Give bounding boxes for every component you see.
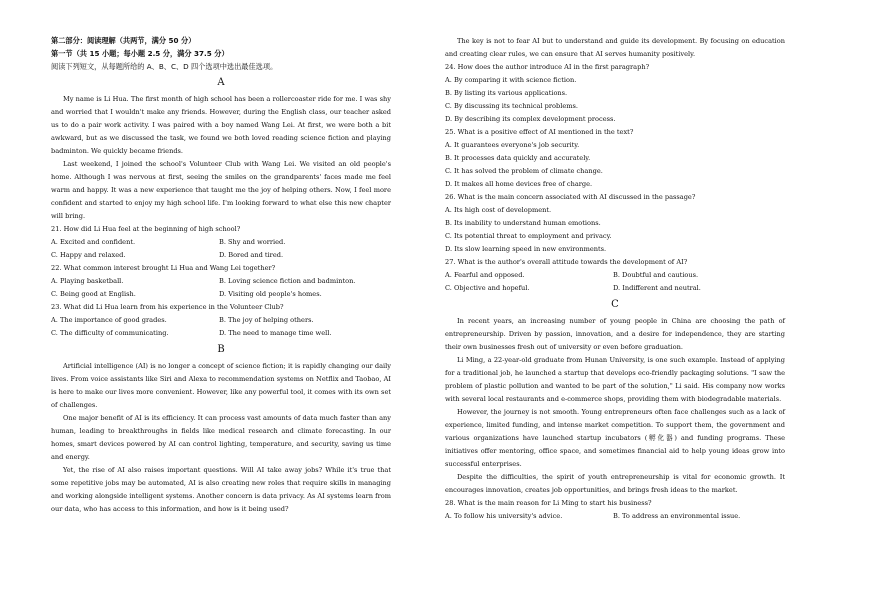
question-27-options xyxy=(445,282,785,295)
option-c: C. Being good at English. xyxy=(51,290,136,298)
question-23-stem: 23. What did Li Hua learn from his experience in the Volunteer Club? xyxy=(51,303,284,311)
option-d: D. The need to manage time well. xyxy=(219,329,332,337)
part-title: 第二部分：阅读理解（共两节，满分 50 分） xyxy=(51,36,196,45)
passage-a-label: A xyxy=(217,77,225,88)
passage-a-paragraph: Last weekend, I joined the school's Volunteer Club with Wang Lei. We visited an old people's home. Although I was nervous at first, seeing the smiles on the grandparents' faces made me feel warm and happy. It was a new experience that taught me the joy of helping others. Now, I feel more confident and started to enjoy my high school life. I'm looking forward to what else this new chapter will bring. xyxy=(51,160,391,220)
passage-a-paragraph: My name is Li Hua. The first month of high school has been a rollercoaster ride for me. I was shy and worried that I wouldn't make any friends. However, during the English class, our teacher asked us to do a pair work activity. I was paired with a boy named Wang Lei. At first, we were both a bit awkward, but as we discussed the task, we found we both loved reading science fiction and playing badminton. We quickly became friends. xyxy=(51,95,391,155)
passage-c-paragraph: Li Ming, a 22-year-old graduate from Hunan University, is one such example. Instead of applying for a traditional job, he launched a startup that develops eco-friendly packaging solutions. "I saw the problem of plastic pollution and wanted to be part of the solution," Li said. His company now works with several local restaurants and e-commerce shops, providing them with biodegradable materials. xyxy=(445,356,785,403)
passage-b-paragraph: The key is not to fear AI but to understand and guide its development. By focusing on education and creating clear rules, we can ensure that AI serves humanity positively. xyxy=(445,37,785,58)
option-b: B. Loving science fiction and badminton. xyxy=(219,277,356,285)
option-a: A. Excited and confident. xyxy=(51,238,136,246)
question-23-options xyxy=(51,327,391,340)
passage-b-paragraph: Artificial intelligence (AI) is no longer a concept of science fiction; it is rapidly changing our daily lives. From voice assistants like Siri and Alexa to recommendation systems on Netflix and Taobao, AI is here to make our lives more convenient. However, like any powerful tool, it comes with its own set of challenges. xyxy=(51,362,391,409)
option-b: B. Its inability to understand human emotions. xyxy=(445,219,601,227)
option-a: A. The importance of good grades. xyxy=(51,316,167,324)
option-a: A. Its high cost of development. xyxy=(445,206,552,214)
option-d: D. Its slow learning speed in new environments. xyxy=(445,245,607,253)
option-c: C. It has solved the problem of climate change. xyxy=(445,167,603,175)
question-28-options xyxy=(445,510,785,523)
option-c: C. Objective and hopeful. xyxy=(445,284,530,292)
right-column xyxy=(445,35,785,523)
question-21-options xyxy=(51,236,391,249)
passage-b-paragraph: One major benefit of AI is its efficiency. It can process vast amounts of data much faster than any human, leading to breakthroughs in fields like medical research and climate forecasting. In our homes, smart devices powered by AI can control lighting, temperature, and security, saving us time and energy. xyxy=(51,414,391,461)
option-a: A. By comparing it with science fiction. xyxy=(445,76,577,84)
option-a: A. Playing basketball. xyxy=(51,277,124,285)
option-c: C. By discussing its technical problems. xyxy=(445,102,578,110)
option-b: B. The joy of helping others. xyxy=(219,316,314,324)
option-b: B. Shy and worried. xyxy=(219,238,286,246)
option-d: D. It makes all home devices free of charge. xyxy=(445,180,593,188)
option-d: D. Bored and tired. xyxy=(219,251,284,259)
option-a: A. Fearful and opposed. xyxy=(445,271,525,279)
option-b: B. Doubtful and cautious. xyxy=(613,271,699,279)
option-d: D. By describing its complex development process. xyxy=(445,115,616,123)
question-21-stem: 21. How did Li Hua feel at the beginning of high school? xyxy=(51,225,241,233)
question-22-options xyxy=(51,288,391,301)
passage-c-paragraph: However, the journey is not smooth. Young entrepreneurs often face challenges such as a lack of experience, limited funding, and intense market competition. To support them, the government and various organizations have launched startup incubators (孵化器) and funding programs. These initiatives offer mentoring, office space, and sometimes financial aid to help young ideas grow into successful enterprises. xyxy=(445,408,785,468)
passage-c-paragraph: Despite the difficulties, the spirit of youth entrepreneurship is vital for economic growth. It encourages innovation, creates job opportunities, and brings fresh ideas to the market. xyxy=(445,473,785,494)
question-28-stem: 28. What is the main reason for Li Ming to start his business? xyxy=(445,499,652,507)
option-d: D. Visiting old people's homes. xyxy=(219,290,322,298)
left-column xyxy=(51,34,391,516)
question-22-options xyxy=(51,275,391,288)
question-27-stem: 27. What is the author's overall attitude towards the development of AI? xyxy=(445,258,688,266)
option-c: C. Its potential threat to employment and privacy. xyxy=(445,232,612,240)
question-25-stem: 25. What is a positive effect of AI mentioned in the text? xyxy=(445,128,634,136)
option-b: B. To address an environmental issue. xyxy=(613,512,741,520)
question-23-options xyxy=(51,314,391,327)
option-a: A. To follow his university's advice. xyxy=(445,512,563,520)
question-22-stem: 22. What common interest brought Li Hua and Wang Lei together? xyxy=(51,264,276,272)
option-d: D. Indifferent and neutral. xyxy=(613,284,701,292)
option-b: B. It processes data quickly and accurately. xyxy=(445,154,591,162)
passage-c-paragraph: In recent years, an increasing number of young people in China are choosing the path of entrepreneurship. Driven by passion, innovation, and a desire for independence, they are starting their own businesses fresh out of university or even before graduation. xyxy=(445,317,785,351)
option-b: B. By listing its various applications. xyxy=(445,89,568,97)
option-c: C. The difficulty of communicating. xyxy=(51,329,169,337)
passage-c-label: C xyxy=(611,299,619,310)
question-27-options xyxy=(445,269,785,282)
question-26-stem: 26. What is the main concern associated with AI discussed in the passage? xyxy=(445,193,696,201)
passage-b-paragraph: Yet, the rise of AI also raises important questions. Will AI take away jobs? While it's true that some repetitive jobs may be automated, AI is also creating new roles that require skills in managing and working alongside intelligent systems. Another concern is data privacy. As AI systems learn from our data, who has access to this information, and how is it being used? xyxy=(51,466,391,513)
passage-b-label: B xyxy=(217,344,225,355)
option-c: C. Happy and relaxed. xyxy=(51,251,126,259)
instructions: 阅读下列短文，从每题所给的 A、B、C、D 四个选项中选出最佳选项。 xyxy=(51,62,278,71)
section-title: 第一节（共 15 小题；每小题 2.5 分，满分 37.5 分） xyxy=(51,49,229,58)
question-24-stem: 24. How does the author introduce AI in the first paragraph? xyxy=(445,63,650,71)
option-a: A. It guarantees everyone's job security. xyxy=(445,141,580,149)
question-21-options xyxy=(51,249,391,262)
